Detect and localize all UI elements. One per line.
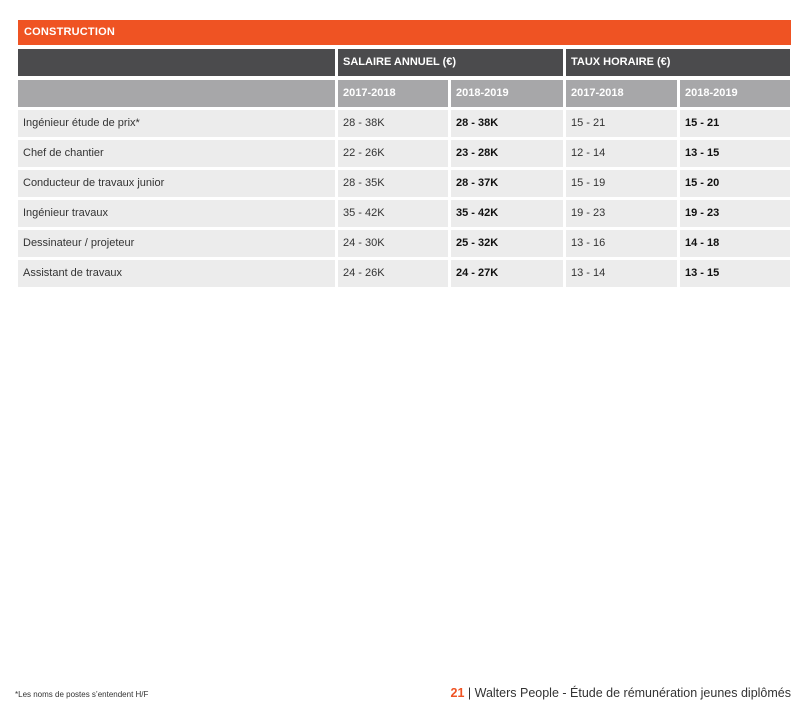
hourly-2017: 13 - 14 xyxy=(566,260,677,287)
subheader-blank xyxy=(18,80,335,107)
table-grid xyxy=(18,49,791,287)
hourly-2018: 19 - 23 xyxy=(680,200,790,227)
hourly-2018: 13 - 15 xyxy=(680,260,790,287)
salary-2018: 35 - 42K xyxy=(451,200,563,227)
row-title: Ingénieur travaux xyxy=(18,200,335,227)
salary-2017: 22 - 26K xyxy=(338,140,448,167)
salary-2017: 28 - 35K xyxy=(338,170,448,197)
hourly-2018: 14 - 18 xyxy=(680,230,790,257)
hourly-2017: 13 - 16 xyxy=(566,230,677,257)
page-footer xyxy=(451,686,791,700)
salary-2018: 28 - 37K xyxy=(451,170,563,197)
section-banner: CONSTRUCTION xyxy=(18,20,791,45)
salary-2017: 24 - 26K xyxy=(338,260,448,287)
hourly-2018: 15 - 20 xyxy=(680,170,790,197)
hourly-2017: 15 - 21 xyxy=(566,110,677,137)
hourly-2017: 19 - 23 xyxy=(566,200,677,227)
salary-2018: 23 - 28K xyxy=(451,140,563,167)
header-hourly: TAUX HORAIRE (€) xyxy=(566,49,790,76)
row-title: Chef de chantier xyxy=(18,140,335,167)
hourly-2017: 12 - 14 xyxy=(566,140,677,167)
salary-2017: 24 - 30K xyxy=(338,230,448,257)
year-salary-2017: 2017-2018 xyxy=(338,80,448,107)
row-title: Ingénieur étude de prix* xyxy=(18,110,335,137)
footer-text: | Walters People - Étude de rémunération jeunes diplômés xyxy=(464,686,791,700)
salary-2018: 28 - 38K xyxy=(451,110,563,137)
header-blank xyxy=(18,49,335,76)
hourly-2018: 13 - 15 xyxy=(680,140,790,167)
hourly-2018: 15 - 21 xyxy=(680,110,790,137)
page-number: 21 xyxy=(450,686,465,700)
salary-2017: 28 - 38K xyxy=(338,110,448,137)
salary-2018: 24 - 27K xyxy=(451,260,563,287)
footnote: *Les noms de postes s’entendent H/F xyxy=(15,690,149,699)
year-hourly-2018: 2018-2019 xyxy=(680,80,790,107)
salary-table xyxy=(18,20,791,287)
year-hourly-2017: 2017-2018 xyxy=(566,80,677,107)
row-title: Conducteur de travaux junior xyxy=(18,170,335,197)
row-title: Dessinateur / projeteur xyxy=(18,230,335,257)
salary-2018: 25 - 32K xyxy=(451,230,563,257)
row-title: Assistant de travaux xyxy=(18,260,335,287)
salary-2017: 35 - 42K xyxy=(338,200,448,227)
year-salary-2018: 2018-2019 xyxy=(451,80,563,107)
header-salary: SALAIRE ANNUEL (€) xyxy=(338,49,563,76)
hourly-2017: 15 - 19 xyxy=(566,170,677,197)
